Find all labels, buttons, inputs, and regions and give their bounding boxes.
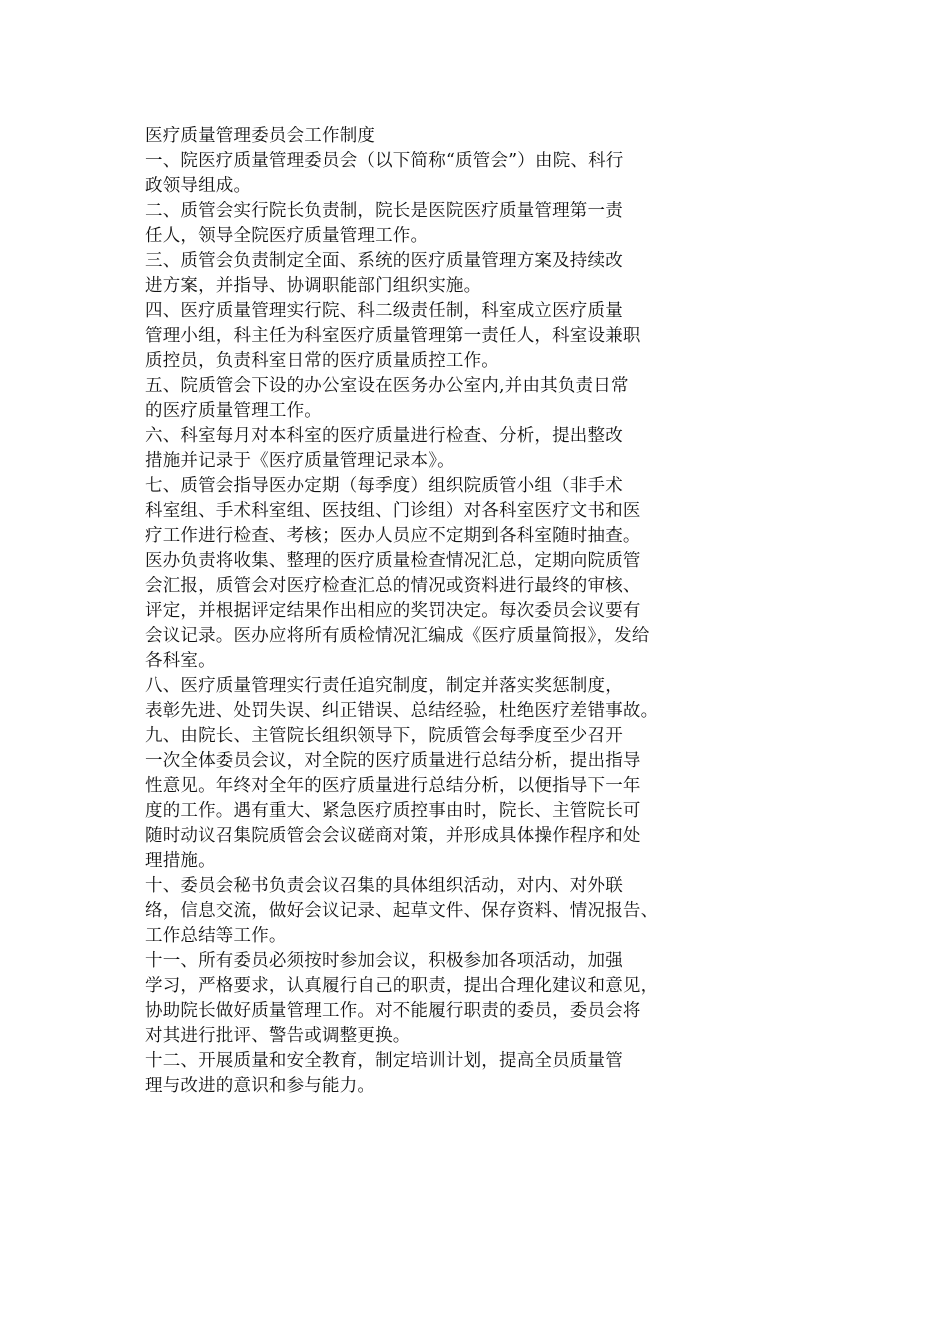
text-line: 表彰先进、处罚失误、纠正错误、总结经验，杜绝医疗差错事故。 [145, 701, 659, 721]
text-line: 各科室。 [145, 651, 216, 671]
text-line: 工作总结等工作。 [145, 926, 287, 946]
text-line: 七、质管会指导医办定期（每季度）组织院质管小组（非手术 [145, 476, 623, 496]
text-line: 性意见。年终对全年的医疗质量进行总结分析，以便指导下一年 [145, 776, 641, 796]
text-line: 政领导组成。 [145, 176, 252, 196]
text-line: 的医疗质量管理工作。 [145, 401, 322, 421]
text-line: 一、院医疗质量管理委员会（以下简称“质管会”）由院、科行 [145, 151, 624, 171]
text-line: 二、质管会实行院长负责制，院长是医院医疗质量管理第一责 [145, 201, 623, 221]
document-text [145, 149, 785, 1099]
text-line: 随时动议召集院质管会会议磋商对策，并形成具体操作程序和处 [145, 826, 641, 846]
text-line: 任人，领导全院医疗质量管理工作。 [145, 226, 429, 246]
text-line: 三、质管会负责制定全面、系统的医疗质量管理方案及持续改 [145, 251, 623, 271]
text-line: 科室组、手术科室组、医技组、门诊组）对各科室医疗文书和医 [145, 501, 641, 521]
text-line: 八、医疗质量管理实行责任追究制度，制定并落实奖惩制度， [145, 676, 623, 696]
text-line: 会议记录。医办应将所有质检情况汇编成《医疗质量简报》，发给 [145, 626, 650, 646]
text-line: 十一、所有委员必须按时参加会议，积极参加各项活动，加强 [145, 951, 623, 971]
text-line: 管理小组，科主任为科室医疗质量管理第一责任人，科室设兼职 [145, 326, 641, 346]
text-line: 对其进行批评、警告或调整更换。 [145, 1026, 411, 1046]
text-line: 络，信息交流，做好会议记录、起草文件、保存资料、情况报告、 [145, 901, 659, 921]
text-line: 疗工作进行检查、考核；医办人员应不定期到各科室随时抽查。 [145, 526, 641, 546]
text-line: 四、医疗质量管理实行院、科二级责任制，科室成立医疗质量 [145, 301, 623, 321]
text-line: 六、科室每月对本科室的医疗质量进行检查、分析，提出整改 [145, 426, 623, 446]
text-line: 九、由院长、主管院长组织领导下，院质管会每季度至少召开 [145, 726, 623, 746]
text-line: 度的工作。遇有重大、紧急医疗质控事由时，院长、主管院长可 [145, 801, 641, 821]
text-line: 理措施。 [145, 851, 216, 871]
text-line: 十、委员会秘书负责会议召集的具体组织活动，对内、对外联 [145, 876, 623, 896]
text-line: 理与改进的意识和参与能力。 [145, 1076, 376, 1096]
text-line: 评定，并根据评定结果作出相应的奖罚决定。每次委员会议要有 [145, 601, 641, 621]
text-line: 医办负责将收集、整理的医疗质量检查情况汇总，定期向院质管 [145, 551, 641, 571]
text-line: 一次全体委员会议，对全院的医疗质量进行总结分析，提出指导 [145, 751, 641, 771]
text-line: 学习，严格要求，认真履行自己的职责，提出合理化建议和意见， [145, 976, 659, 996]
document-body [145, 124, 785, 1099]
text-line: 五、院质管会下设的办公室设在医务办公室内,并由其负责日常 [145, 376, 629, 396]
text-line: 进方案，并指导、协调职能部门组织实施。 [145, 276, 482, 296]
document-title: 医疗质量管理委员会工作制度 [145, 126, 376, 146]
text-line: 协助院长做好质量管理工作。对不能履行职责的委员，委员会将 [145, 1001, 641, 1021]
text-line: 质控员，负责科室日常的医疗质量质控工作。 [145, 351, 499, 371]
text-line: 十二、开展质量和安全教育，制定培训计划，提高全员质量管 [145, 1051, 623, 1071]
text-line: 会汇报，质管会对医疗检查汇总的情况或资料进行最终的审核、 [145, 576, 641, 596]
text-line: 措施并记录于《医疗质量管理记录本》。 [145, 451, 455, 471]
